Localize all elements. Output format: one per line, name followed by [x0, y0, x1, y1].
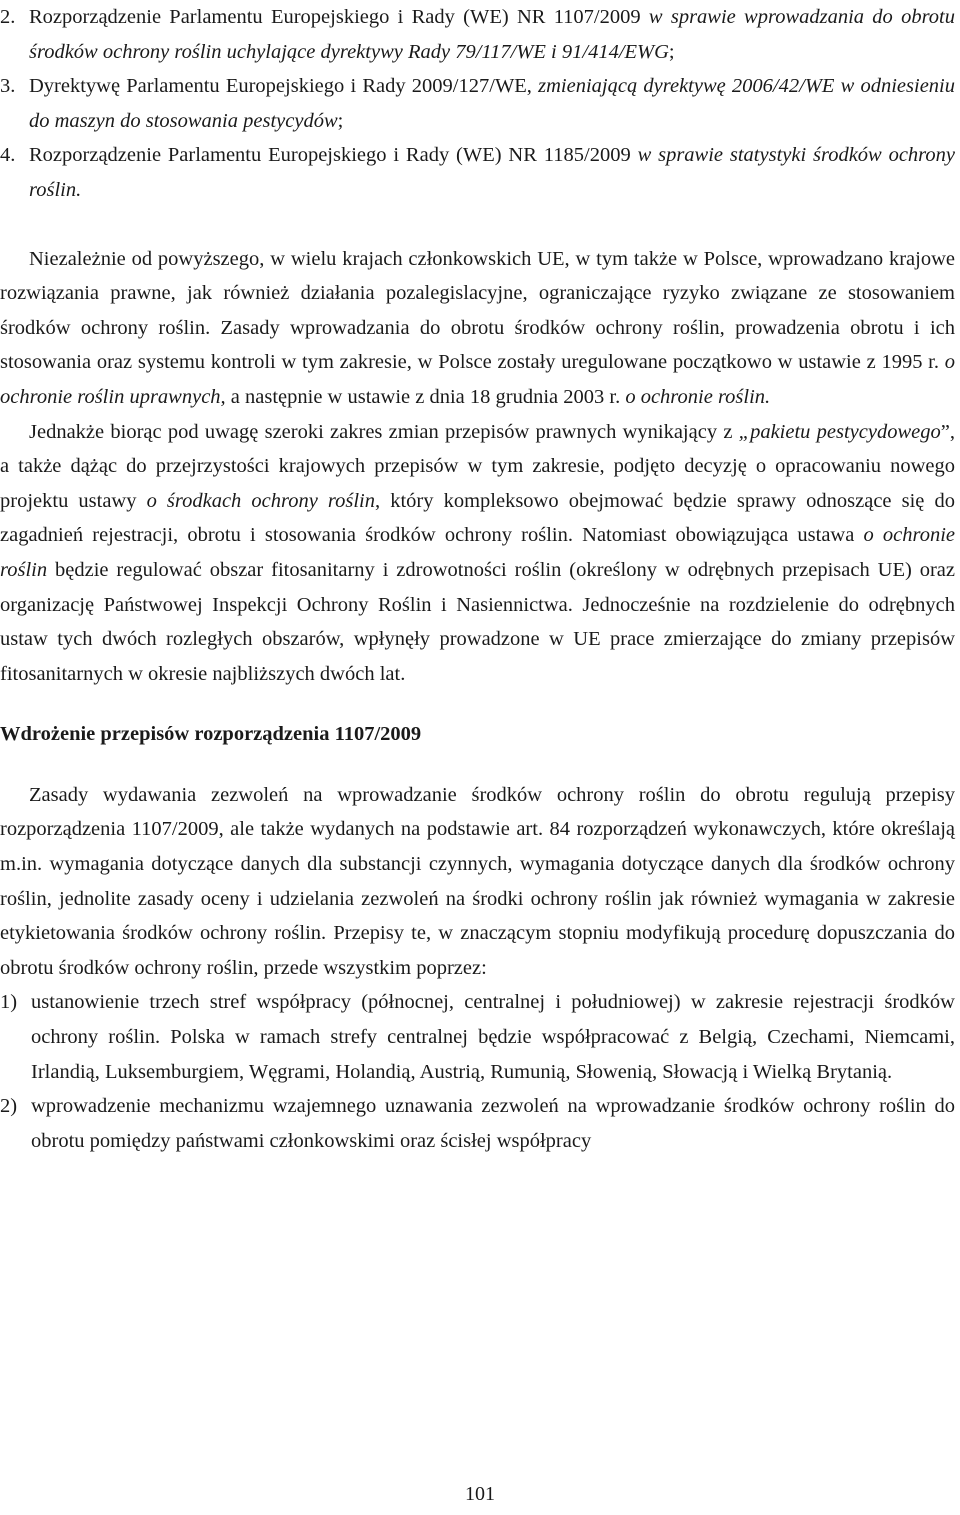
list-number: 2) — [0, 1095, 18, 1118]
law-title: o ochronie roślin. — [625, 385, 771, 408]
regulation-tail: ; — [668, 40, 675, 63]
spacer — [0, 752, 955, 778]
regulation-title: zmieniającą dyrektywę 2006/42/WE w odniesieniu do maszyn do stosowania pestycydów — [29, 75, 955, 132]
paragraph-new-law — [0, 415, 955, 692]
regulation-text: Rozporządzenie Parlamentu Europejskiego i Rady (WE) NR 1185/2009 — [29, 144, 638, 167]
list-number: 4. — [0, 144, 16, 167]
list-number: 1) — [0, 991, 18, 1014]
list-number: 3. — [0, 75, 16, 98]
paragraph-text: Niezależnie od powyższego, w wielu krajach członkowskich UE, w tym także w Polsce, wprowadzano krajowe rozwiązania prawne, jak również działania pozalegislacyjne, ograniczające ryzyko związane ze stosowaniem środków ochrony roślin. Zasady wprowadzania do obrotu środków ochrony roślin, prowadzenia obrotu i ich stosowania oraz systemu kontroli w tym zakresie, w Polsce zostały uregulowane początkowo w ustawie z 1995 r. — [0, 247, 955, 374]
procedure-item — [0, 985, 955, 1089]
regulation-text: Rozporządzenie Parlamentu Europejskiego i Rady (WE) NR 1107/2009 — [29, 6, 649, 28]
paragraph-text: Jednakże biorąc pod uwagę szeroki zakres zmian przepisów prawnych wynikający z — [29, 420, 739, 443]
law-title: o ochronie roślin uprawnych, — [0, 351, 955, 408]
procedure-text: ustanowienie trzech stref współpracy (północnej, centralnej i południowej) w zakresie rejestracji środków ochrony roślin. Polska w ramach strefy centralnej będzie współpracować z Belgią, Czechami, Niemcami, Irlandią, Luksemburgiem, Węgrami, Holandią, Austrią, Rumunią, Słowenią, Słowacją i Wielką Brytanią. — [31, 991, 955, 1083]
paragraph-national-solutions — [0, 242, 955, 415]
list-number: 2. — [0, 6, 16, 28]
paragraph-text: ”, a także dążąc do przejrzystości krajowych przepisów w tym zakresie, podjęto decyzję o opracowaniu nowego projektu ustawy — [0, 420, 955, 512]
spacer — [0, 208, 955, 242]
regulation-item — [0, 0, 955, 69]
procedure-item — [0, 1089, 955, 1158]
law-title: o ochronie roślin — [0, 524, 955, 581]
paragraph-text: a następnie w ustawie z dnia 18 grudnia 2003 r. — [225, 385, 626, 408]
procedure-text: wprowadzenie mechanizmu wzajemnego uznawania zezwoleń na wprowadzanie środków ochrony roślin do obrotu pomiędzy państwami członkowskimi oraz ścisłej współpracy — [31, 1095, 955, 1152]
package-title: „pakietu pestycydowego — [738, 420, 941, 443]
regulation-text: Dyrektywę Parlamentu Europejskiego i Rady 2009/127/WE, — [29, 75, 539, 98]
regulation-title: w sprawie statystyki środków ochrony roślin. — [29, 144, 955, 201]
page-number: 101 — [465, 1483, 495, 1505]
paragraph-text: , który kompleksowo obejmować będzie sprawy odnoszące się do zagadnień rejestracji, obrotu i stosowania środków ochrony roślin. Natomiast obowiązująca ustawa — [0, 489, 955, 547]
regulation-list — [0, 0, 955, 208]
paragraph-text: będzie regulować obszar fitosanitarny i zdrowotności roślin (określony w odrębnych przepisach UE) oraz organizację Państwowej Inspekcji Ochrony Roślin i Nasiennictwa. Jednocześnie na rozdzielenie do odrębnych ustaw tych dwóch rozległych obszarów, wpłynęły prowadzone w UE prace zmierzające do zmiany przepisów fitosanitarnych w okresie najbliższych dwóch lat. — [0, 558, 955, 685]
procedure-list — [0, 985, 955, 1158]
spacer — [0, 691, 955, 717]
regulation-title: w sprawie wprowadzania do obrotu środków ochrony roślin uchylające dyrektywy Rady 79/117/WE i 91/414/EWG — [29, 6, 955, 63]
paragraph-implementation: Zasady wydawania zezwoleń na wprowadzanie środków ochrony roślin do obrotu regulują przepisy rozporządzenia 1107/2009, ale także wydanych na podstawie art. 84 rozporządzeń wykonawczych, które określają m.in. wymagania dotyczące danych dla substancji czynnych, wymagania dotyczące danych dla środków ochrony roślin, jednolite zasady oceny i udzielania zezwoleń na środki ochrony roślin jak również wymagania w zakresie etykietowania środków ochrony roślin. Przepisy te, w znaczącym stopniu modyfikują procedurę dopuszczania do obrotu środków ochrony roślin, przede wszystkim poprzez: — [0, 783, 955, 979]
regulation-item — [0, 69, 955, 138]
regulation-tail: ; — [337, 109, 344, 132]
regulation-item — [0, 138, 955, 207]
law-title: o środkach ochrony roślin — [146, 489, 375, 512]
section-heading: Wdrożenie przepisów rozporządzenia 1107/2009 — [0, 723, 422, 746]
